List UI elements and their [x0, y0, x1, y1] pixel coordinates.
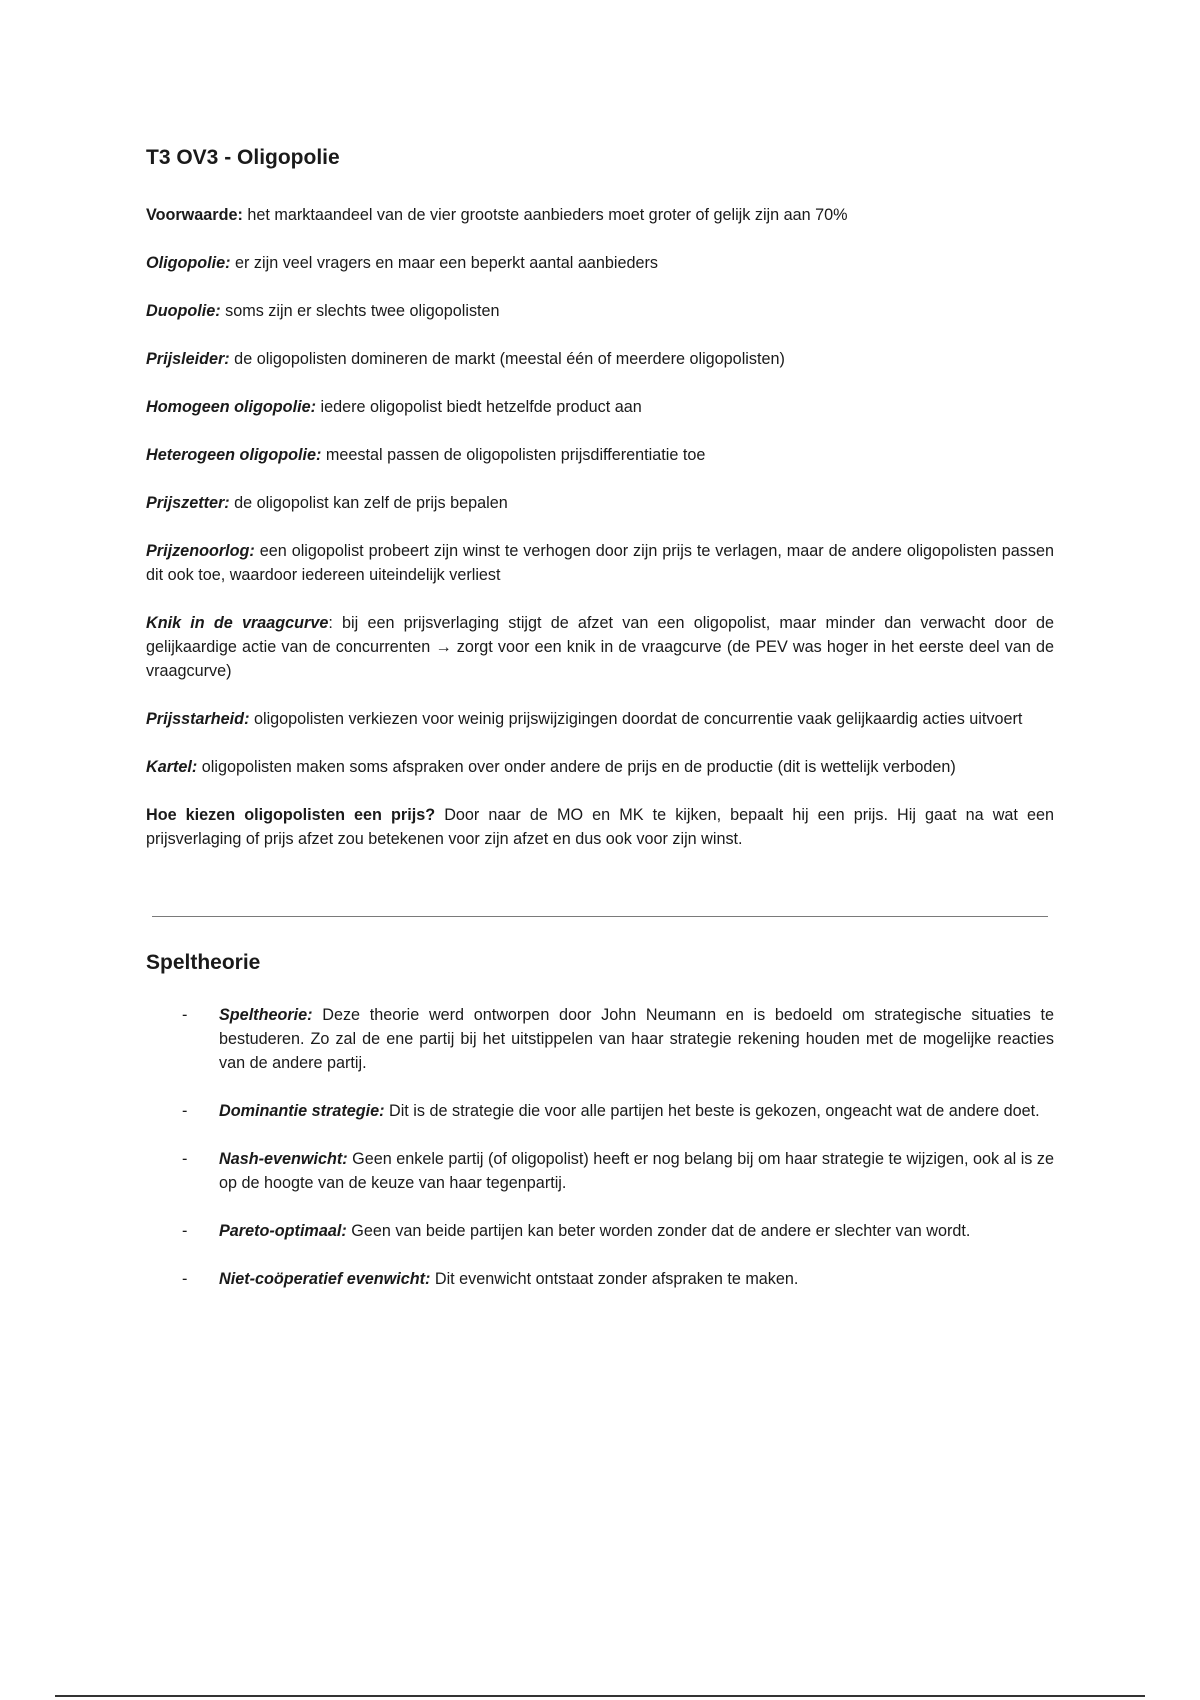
definition-item	[146, 539, 1054, 587]
definition-item	[146, 299, 1054, 323]
list-item	[146, 1147, 1054, 1195]
definition-term: Knik in de vraagcurve	[146, 614, 329, 632]
definition-text: soms zijn er slechts twee oligopolisten	[220, 302, 500, 320]
definition-text: meestal passen de oligopolisten prijsdifferentiatie toe	[321, 446, 706, 464]
bullet-dash: -	[182, 1006, 188, 1024]
definition-text: het marktaandeel van de vier grootste aanbieders moet groter of gelijk zijn aan 70%	[242, 206, 848, 224]
list-item	[146, 1003, 1054, 1075]
definition-item	[146, 347, 1054, 371]
bullet-dash: -	[182, 1150, 188, 1168]
definition-text: de oligopolisten domineren de markt (meestal één of meerdere oligopolisten)	[229, 350, 785, 368]
definition-term: Hoe kiezen oligopolisten een prijs?	[146, 806, 436, 824]
definition-text: : bij een prijsverlaging stijgt de afzet van een oligopolist, maar minder dan verwacht door de gelijkaardige actie van de concurrenten → zorgt voor een knik in de vraagcurve (de PEV was hoger in het eerste deel van de vraagcurve)	[146, 614, 1054, 680]
definition-text: iedere oligopolist biedt hetzelfde product aan	[315, 398, 642, 416]
list-item-text: Geen enkele partij (of oligopolist) heeft er nog belang bij om haar strategie te wijzigen, ook al is ze op de hoogte van de keuze van haar tegenpartij.	[219, 1150, 1054, 1192]
list-item-term: Speltheorie:	[219, 1006, 313, 1024]
definition-item	[146, 707, 1054, 731]
definitions-list	[146, 203, 1054, 875]
list-item-term: Nash-evenwicht:	[219, 1150, 348, 1168]
list-item-term: Dominantie strategie:	[219, 1102, 385, 1120]
definition-text: de oligopolist kan zelf de prijs bepalen	[229, 494, 508, 512]
definition-item	[146, 395, 1054, 419]
definition-item	[146, 611, 1054, 683]
definition-text: een oligopolist probeert zijn winst te verhogen door zijn prijs te verlagen, maar de andere oligopolisten passen dit ook toe, waardoor iedereen uiteindelijk verliest	[146, 542, 1054, 584]
definition-term: Prijzenoorlog:	[146, 542, 255, 560]
section-divider	[152, 916, 1048, 917]
definition-term: Voorwaarde:	[146, 206, 243, 224]
page-title: T3 OV3 - Oligopolie	[146, 146, 340, 169]
definition-item	[146, 203, 1054, 227]
definition-item	[146, 803, 1054, 851]
footer-rule	[55, 1695, 1145, 1697]
definition-item	[146, 443, 1054, 467]
list-item	[146, 1099, 1054, 1123]
definition-item	[146, 251, 1054, 275]
definition-term: Heterogeen oligopolie:	[146, 446, 322, 464]
list-item-text: Geen van beide partijen kan beter worden zonder dat de andere er slechter van wordt.	[346, 1222, 971, 1240]
definition-term: Kartel:	[146, 758, 198, 776]
definition-term: Oligopolie:	[146, 254, 231, 272]
list-item-text: Deze theorie werd ontworpen door John Neumann en is bedoeld om strategische situaties te bestuderen. Zo zal de ene partij bij het uitstippelen van haar strategie rekening houden met de mogelijke reacties van de andere partij.	[219, 1006, 1054, 1072]
definition-term: Prijszetter:	[146, 494, 230, 512]
speltheorie-list	[146, 1003, 1054, 1315]
definition-text: oligopolisten verkiezen voor weinig prijswijzigingen doordat de concurrentie vaak gelijkaardig acties uitvoert	[249, 710, 1023, 728]
bullet-dash: -	[182, 1270, 188, 1288]
definition-term: Homogeen oligopolie:	[146, 398, 316, 416]
bullet-dash: -	[182, 1102, 188, 1120]
list-item	[146, 1219, 1054, 1243]
list-item-term: Niet-coöperatief evenwicht:	[219, 1270, 431, 1288]
definition-term: Prijsstarheid:	[146, 710, 250, 728]
bullet-dash: -	[182, 1222, 188, 1240]
definition-text: oligopolisten maken soms afspraken over onder andere de prijs en de productie (dit is wettelijk verboden)	[197, 758, 956, 776]
definition-text: er zijn veel vragers en maar een beperkt aantal aanbieders	[230, 254, 658, 272]
definition-term: Prijsleider:	[146, 350, 230, 368]
definition-term: Duopolie:	[146, 302, 221, 320]
definition-item	[146, 755, 1054, 779]
definition-text: Door naar de MO en MK te kijken, bepaalt hij een prijs. Hij gaat na wat een prijsverlaging of prijs afzet zou betekenen voor zijn afzet en dus ook voor zijn winst.	[146, 806, 1054, 848]
list-item-text: Dit evenwicht ontstaat zonder afspraken te maken.	[430, 1270, 799, 1288]
section-title: Speltheorie	[146, 951, 261, 974]
definition-item	[146, 491, 1054, 515]
list-item	[146, 1267, 1054, 1291]
list-item-text: Dit is de strategie die voor alle partijen het beste is gekozen, ongeacht wat de andere doet.	[384, 1102, 1040, 1120]
list-item-term: Pareto-optimaal:	[219, 1222, 347, 1240]
